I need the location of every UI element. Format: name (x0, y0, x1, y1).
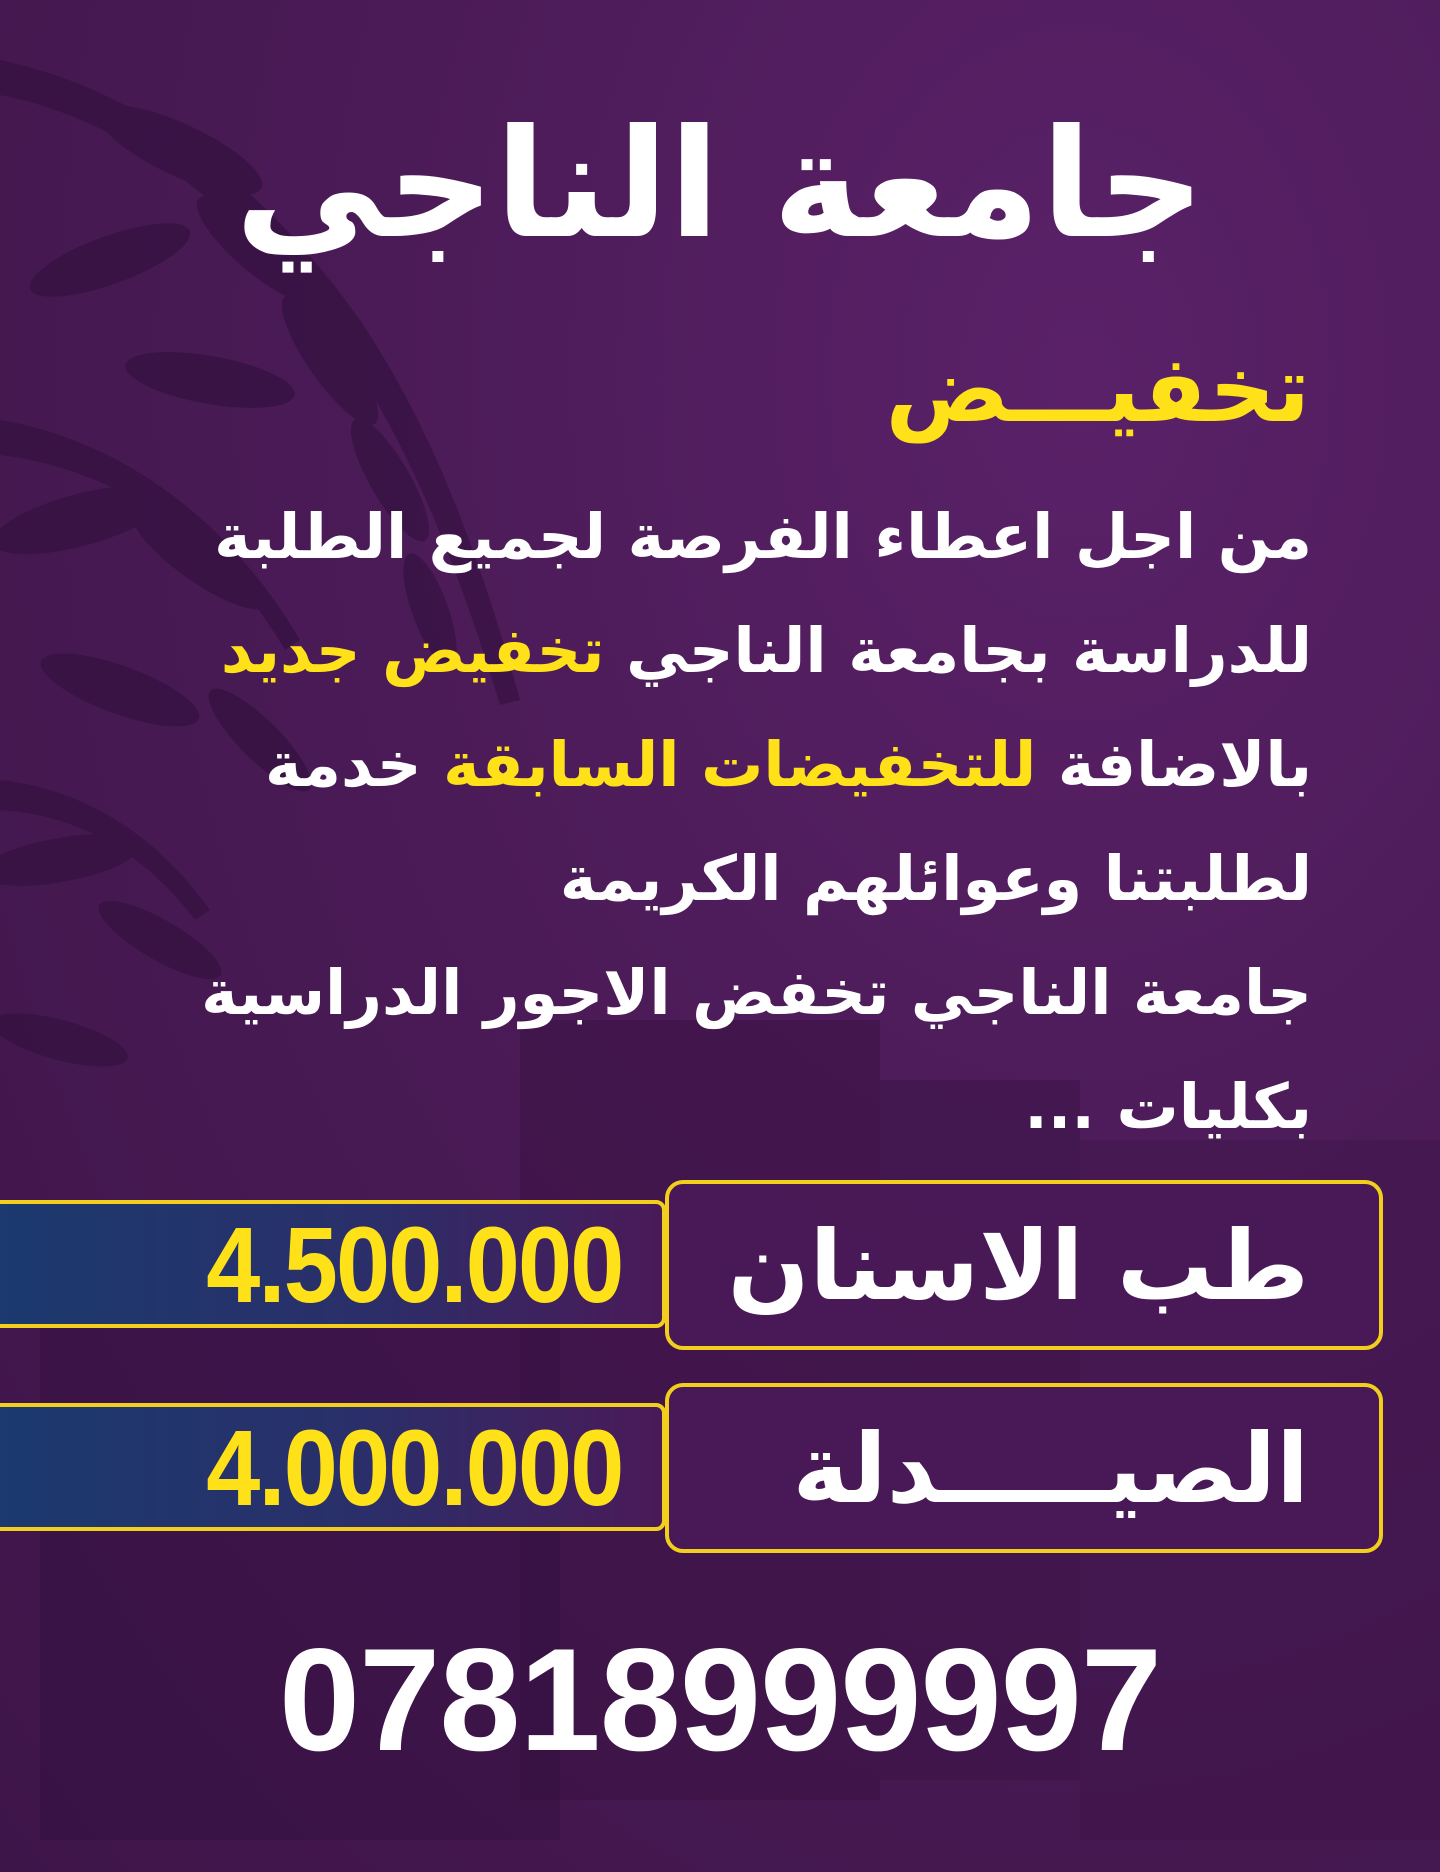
announcement-line-1: من اجل اعطاء الفرصة لجميع الطلبة (214, 500, 1312, 573)
announcement-line-5: جامعة الناجي تخفض الاجور الدراسية (201, 956, 1312, 1029)
price-row-pharmacy (0, 1383, 1440, 1553)
college-label-box (665, 1180, 1383, 1350)
price-row-dentistry (0, 1180, 1440, 1350)
announcement-line-3-text-a: بالاضافة (1036, 728, 1312, 801)
announcement-line-2 (112, 594, 1312, 708)
announcement-line-3-text-b: خدمة (265, 728, 444, 801)
university-name-title: جامعة الناجي (234, 98, 1206, 272)
college-name: الصيـــــدلة (792, 1413, 1309, 1525)
announcement-line-3 (112, 708, 1312, 822)
discount-headline: تخفيـــض (885, 336, 1310, 443)
college-name: طب الاسنان (727, 1210, 1309, 1322)
new-discount-highlight: تخفيض جديد (220, 614, 605, 687)
price-amount: 4.500.000 (205, 1204, 622, 1325)
announcement-line-2-text: للدراسة بجامعة الناجي (604, 614, 1312, 687)
previous-discounts-highlight: للتخفيضات السابقة (443, 728, 1037, 801)
price-box (0, 1200, 666, 1328)
price-box (0, 1403, 666, 1531)
phone-number: 07818999997 (278, 1618, 1162, 1781)
price-amount: 4.000.000 (205, 1407, 622, 1528)
announcement-line-4: لطلبتنا وعوائلهم الكريمة (559, 842, 1312, 915)
announcement-text (112, 480, 1312, 1164)
announcement-line-6: بكليات ... (1024, 1070, 1312, 1143)
college-label-box (665, 1383, 1383, 1553)
